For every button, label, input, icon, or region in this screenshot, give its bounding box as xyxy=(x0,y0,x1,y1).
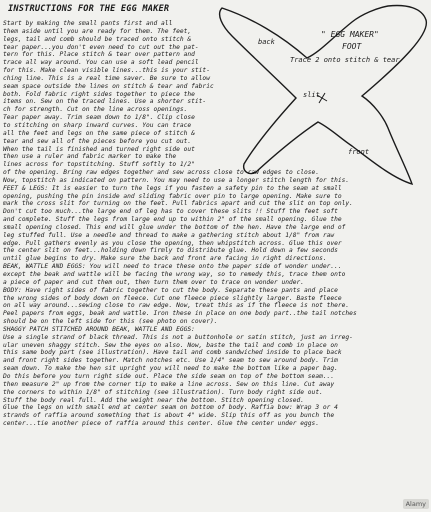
instruction-line: Now, topstitch as indicated on pattern. You may need to use a longer stitch length for this. xyxy=(3,176,350,184)
pattern-label-slit: slit xyxy=(303,91,320,99)
pattern-label-trace: Trace 2 onto stitch & tear xyxy=(290,56,400,64)
instruction-line: ching line. This is a real time saver. Be sure to allow xyxy=(3,74,210,82)
instruction-line: Stuff the body real full. Add the weight near the bottom. Stitch opening closed. xyxy=(3,396,305,404)
instruction-line: ular uneven shaggy stitch. Sew the eyes on also. Now, baste the tail and comb in place on xyxy=(3,341,338,349)
pattern-label-foot: FOOT xyxy=(342,42,362,51)
instruction-line: of the opening. Bring raw edges together and sew across close to raw edges to close. xyxy=(3,169,320,177)
instruction-line: then use a ruler and fabric marker to make the xyxy=(3,153,177,161)
instruction-line: FEET & LEGS: It is easier to turn the legs if you fasten a safety pin to the seam at small xyxy=(3,184,342,192)
instruction-line: seam space outside the lines on stitch & tear and fabric xyxy=(3,82,214,90)
page-title: INSTRUCTIONS FOR THE EGG MAKER xyxy=(8,4,170,14)
instruction-line: should be on the left side for this (see photo on cover). xyxy=(3,318,218,326)
instruction-line: them aside until you are ready for them. The feet, xyxy=(3,27,192,35)
instruction-line: lines across for topstitching. Stuff softly to 1/2" xyxy=(3,161,195,169)
instruction-line: both. Fold fabric right sides together to piece the xyxy=(3,90,195,98)
instruction-line: the corners to within 1/8" of stitching (see illustration). Turn body right side out. xyxy=(3,388,323,396)
instruction-line: mark the cross slit for turning on the feet. Pull fabrics apart and cut the slit on top only. xyxy=(3,200,353,208)
instruction-line: on all way around...sewing close to raw edge. Now, treat this as if the fleece is not there. xyxy=(3,302,350,310)
instruction-line: When the tail is finished and turned right side out xyxy=(3,145,195,153)
instruction-line: and complete. Stuff the legs from large end up to within 2" of the small opening. Glue the xyxy=(3,216,342,224)
watermark-badge: Alamy xyxy=(403,499,429,509)
instruction-line: tear paper...you don't even need to cut out the pat- xyxy=(3,43,199,51)
instruction-line: center...tie another piece of raffia around this center. Glue the center under eggs. xyxy=(3,420,320,428)
instruction-line: until glue begins to dry. Make sure the back and front are facing in right directions. xyxy=(3,255,327,263)
instruction-line: Tear paper away. Trim seam down to 1/8". Clip close xyxy=(3,114,195,122)
instruction-line: small opening closed. This end will glue under the bottom of the hen. Have the large end of xyxy=(3,223,346,231)
instruction-line: this same body part (see illustration). Have tail and comb sandwiched inside to place back xyxy=(3,349,342,357)
instruction-line: Peel papers from eggs, beak and wattle. Iron these in place on one body part..the tail notches xyxy=(3,310,357,318)
instruction-line: opening, pushing the pin inside and sliding fabric over pin to large opening. Make sure to xyxy=(3,192,342,200)
pattern-label-back: back xyxy=(258,38,275,46)
instruction-line: leg stuffed full. Use a needle and thread to make a gathering stitch about 1/8" from raw xyxy=(3,231,335,239)
instruction-line: the center slit on feet...holding down firmly to distribute glue. Hold down a few seconds xyxy=(3,247,338,255)
instruction-line: Start by making the small pants first and all xyxy=(3,20,173,27)
instruction-line: Use a single strand of black thread. This is not a buttonhole or satin stitch, just an irreg- xyxy=(3,333,353,341)
instruction-line: strands of raffia around something that is about 4" wide. Slip this off as you bunch the xyxy=(3,412,335,420)
instruction-line: BODY: Have right sides of fabric together to cut the body. Separate these pants and place xyxy=(3,286,338,294)
instruction-line: ch for strength. Cut on the line across openings. xyxy=(3,106,188,114)
instruction-line: seam down. To make the hen sit upright you will need to make the bottom like a paper bag. xyxy=(3,365,338,373)
pattern-label-egg-maker: " EGG MAKER" xyxy=(321,30,379,39)
instruction-line: except the beak and wattle will be facing the wrong way, so to remedy this, trace them onto xyxy=(3,271,346,278)
instruction-line: all the feet and legs on the same piece of stitch & xyxy=(3,129,195,137)
instruction-line: tern for this. Place stitch & tear over pattern and xyxy=(3,51,195,59)
instruction-line: then measure 2" up from the corner tip to make a line across. Sew on this line. Cut away xyxy=(3,380,335,388)
instruction-line: SHAGGY PATCH STITCHED AROUND BEAK, WATTLE AND EGGS: xyxy=(3,325,195,333)
instruction-line: to stitching on sharp inward curves. You can trace xyxy=(3,121,192,129)
instruction-line: items on. Sew on the traced lines. Use a shorter stit- xyxy=(3,98,207,106)
instruction-line: edge. Pull gathers evenly as you close the opening, then whipstitch across. Glue this over xyxy=(3,239,342,247)
instructions-body xyxy=(3,20,429,428)
instruction-line: the wrong sides of body down on fleece. Cut one fleece piece slightly larger. Baste fleece xyxy=(3,294,342,302)
instruction-line: Glue the legs on with small end at center seam on bottom of body. Raffia bow: Wrap 3 or 4 xyxy=(3,404,338,412)
pattern-label-front: front xyxy=(348,148,370,156)
instruction-line: and front right sides together. Match notches etc. Use 1/4" seam to sew around body. Trim xyxy=(3,357,338,365)
instruction-line: trace all way around. You can use a soft lead pencil xyxy=(3,59,199,67)
instruction-line: Don't cut too much...the large end of leg has to cover these slits !! Stuff the feet soft xyxy=(3,208,338,216)
instruction-line: tear and sew all of the pieces before you cut out. xyxy=(3,137,192,145)
instruction-line: for this. Make clean visible lines...this is your stit- xyxy=(3,67,210,75)
instruction-line: BEAK, WATTLE AND EGGS: You will need to trace these onto the paper side of wonder under... xyxy=(3,263,342,271)
instruction-line: legs, tail and comb should be traced onto stitch & xyxy=(3,35,192,43)
instruction-line: a piece of paper and cut them out, then turn them over to trace on wonder under. xyxy=(3,278,305,286)
instruction-line: Do this before you turn right side out. Place the side seam on top of the bottom seam... xyxy=(3,372,335,380)
